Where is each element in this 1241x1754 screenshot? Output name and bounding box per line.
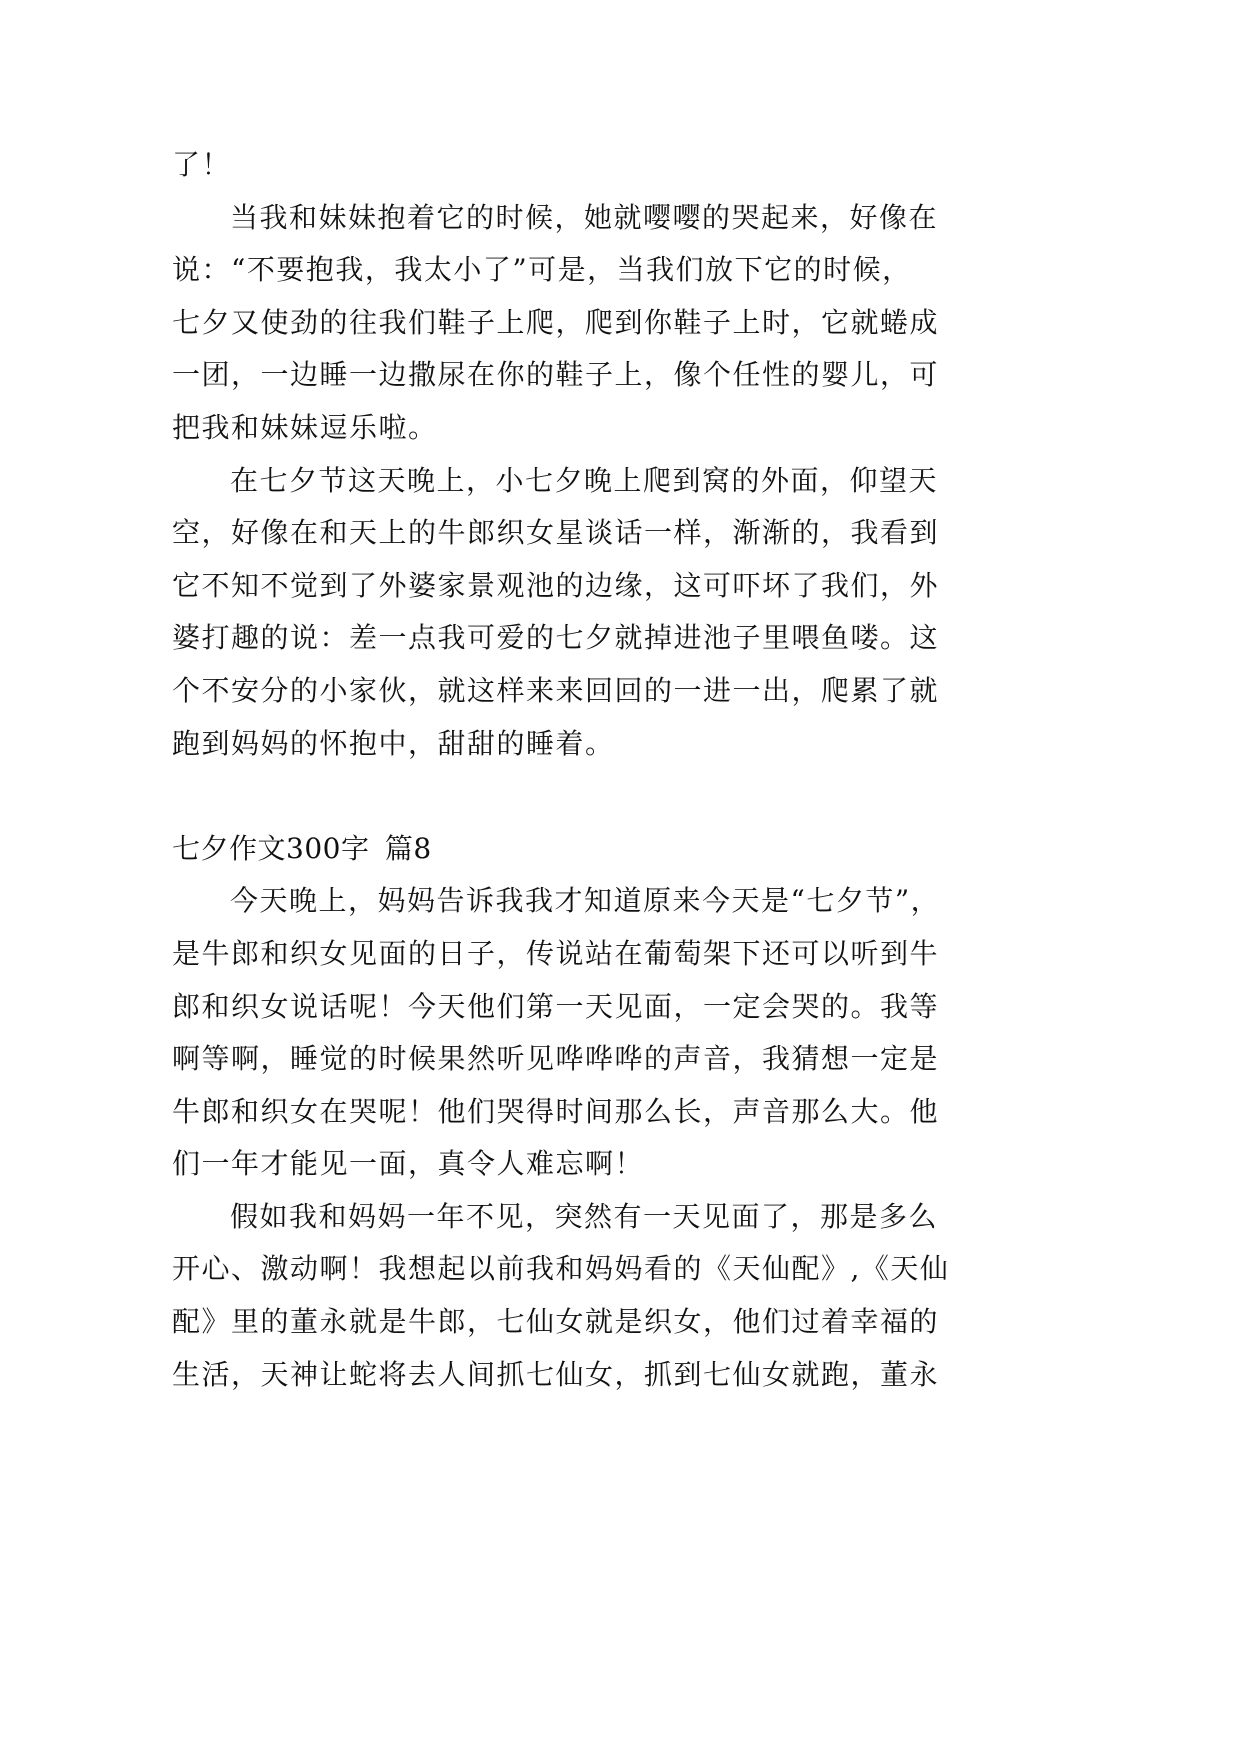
paragraph-first-line: 在七夕节这天晚上，小七夕晚上爬到窝的外面，仰望天	[230, 463, 939, 497]
paragraph-line: 说：“不要抱我，我太小了”可是，当我们放下它的时候，	[172, 253, 912, 287]
paragraph	[172, 192, 992, 455]
paragraph	[172, 1191, 992, 1401]
paragraph-line: 它不知不觉到了外婆家景观池的边缘，这可吓坏了我们，外	[172, 568, 940, 602]
paragraph-line: 婆打趣的说：差一点我可爱的七夕就掉进池子里喂鱼喽。这	[172, 621, 940, 655]
paragraph-line: 生活，天神让蛇将去人间抓七仙女，抓到七仙女就跑，董永	[172, 1357, 940, 1391]
paragraph-continuation	[172, 139, 992, 192]
paragraph-line: 是牛郎和织女见面的日子，传说站在葡萄架下还可以听到牛	[172, 936, 940, 970]
paragraph-line: 跑到妈妈的怀抱中，甜甜的睡着。	[172, 726, 615, 760]
paragraph-line: 郎和织女说话呢！今天他们第一天见面，一定会哭的。我等	[172, 989, 940, 1023]
paragraph-line: 配》里的董永就是牛郎，七仙女就是织女，他们过着幸福的	[172, 1305, 940, 1339]
paragraph-line: 们一年才能见一面，真令人难忘啊！	[172, 1147, 645, 1181]
paragraph-line: 牛郎和织女在哭呢！他们哭得时间那么长，声音那么大。他	[172, 1094, 940, 1128]
paragraph-line: 开心、激动啊！我想起以前我和妈妈看的《天仙配》,《天仙	[172, 1252, 950, 1286]
paragraph-line: 把我和妹妹逗乐啦。	[172, 410, 438, 444]
paragraph-line: 了！	[172, 148, 232, 181]
paragraph-first-line: 假如我和妈妈一年不见，突然有一天见面了，那是多么	[230, 1199, 939, 1233]
paragraph-first-line: 当我和妹妹抱着它的时候，她就嘤嘤的哭起来，好像在	[230, 200, 939, 234]
section-heading: 七夕作文300字 篇8	[172, 831, 432, 865]
paragraph-line: 个不安分的小家伙，就这样来来回回的一进一出，爬累了就	[172, 673, 940, 707]
paragraph-line: 七夕又使劲的往我们鞋子上爬，爬到你鞋子上时，它就蜷成	[172, 305, 940, 339]
paragraph	[172, 455, 992, 771]
paragraph	[172, 875, 992, 1191]
paragraph-line: 一团，一边睡一边撒尿在你的鞋子上，像个任性的婴儿，可	[172, 358, 940, 392]
paragraph-line: 空，好像在和天上的牛郎织女星谈话一样，渐渐的，我看到	[172, 516, 940, 550]
paragraph-first-line: 今天晚上，妈妈告诉我我才知道原来今天是“七夕节”，	[230, 884, 941, 918]
paragraph-line: 啊等啊，睡觉的时候果然听见哗哗哗的声音，我猜想一定是	[172, 1042, 940, 1076]
blank-line	[172, 770, 992, 823]
text-column	[172, 139, 992, 1401]
